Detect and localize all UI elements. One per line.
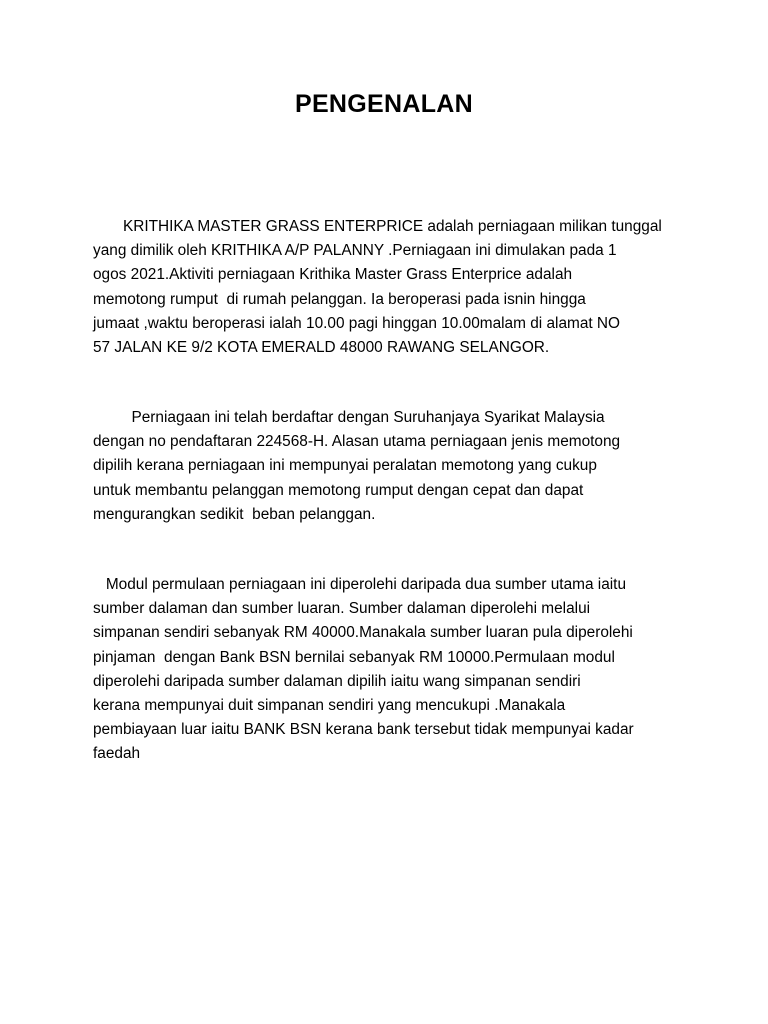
paragraph-capital: Modul permulaan perniagaan ini diperolehi daripada dua sumber utama iaitu sumber dalaman dan sumber luaran. Sumber dalaman diperolehi melalui simpanan sendiri sebanyak RM 40000.Manakala sumber luaran pula diperolehi pinjaman dengan Bank BSN bernilai sebanyak RM 10000.Permulaan modul diperolehi daripada sumber dalaman dipilih iaitu wang simpanan sendiri kerana mempunyai duit simpanan sendiri yang mencukupi .Manakala pembiayaan luar iaitu BANK BSN kerana bank tersebut tidak mempunyai kadar faedah	[93, 576, 634, 763]
paragraph-registration: Perniagaan ini telah berdaftar dengan Suruhanjaya Syarikat Malaysia dengan no pendaftaran 224568-H. Alasan utama perniagaan jenis memotong dipilih kerana perniagaan ini mempunyai peralatan memotong yang cukup untuk membantu pelanggan memotong rumput dengan cepat dan dapat mengurangkan sedikit beban pelanggan.	[93, 409, 621, 523]
page-title: PENGENALAN	[294, 90, 473, 118]
paragraph-introduction: KRITHIKA MASTER GRASS ENTERPRICE adalah perniagaan milikan tunggal yang dimilik oleh KRITHIKA A/P PALANNY .Perniagaan ini dimulakan pada 1 ogos 2021.Aktiviti perniagaan Krithika Master Grass Enterprice adalah memotong rumput di rumah pelanggan. Ia beroperasi pada isnin hingga jumaat ,waktu beroperasi ialah 10.00 pagi hinggan 10.00malam di alamat NO 57 JALAN KE 9/2 KOTA EMERALD 48000 RAWANG SELANGOR.	[93, 218, 662, 357]
